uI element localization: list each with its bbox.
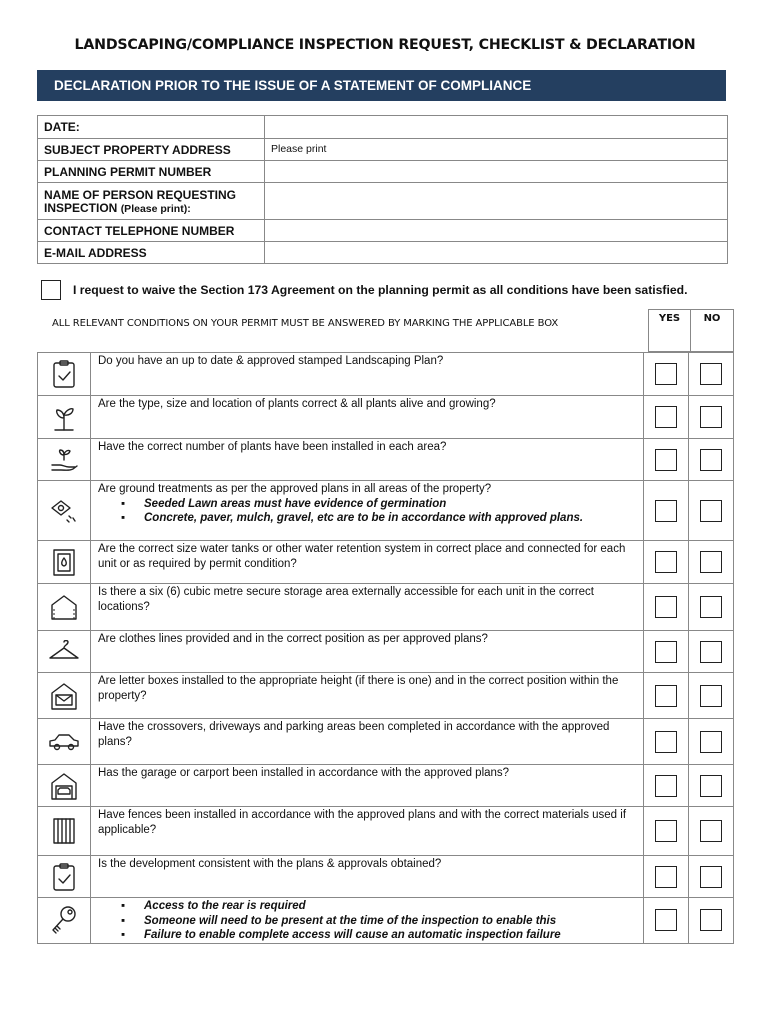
requirement-bullet-text: Someone will need to be present at the time of the inspection to enable this: [144, 914, 557, 927]
no-cell: [689, 807, 734, 856]
yes-column-header: YES: [648, 309, 691, 352]
checklist-row: [38, 856, 734, 898]
clipboard-check-icon: [38, 856, 91, 898]
checklist-row: [38, 481, 734, 541]
address-hint: Please print: [271, 143, 327, 155]
requirement-bullet: [98, 899, 638, 914]
hand-plant-icon: [38, 439, 91, 481]
question-text: Are the correct size water tanks or other water retention system in correct place and connected for each unit or as required by permit condition?: [98, 543, 626, 570]
name-label-note: (Please print):: [120, 202, 191, 215]
requirement-bullet-text: Seeded Lawn areas must have evidence of germination: [144, 497, 447, 510]
question-text: Are letter boxes installed to the appropriate height (if there is one) and in the correct position within the property?: [98, 675, 619, 702]
yes-checkbox[interactable]: [655, 775, 677, 797]
yes-cell: [644, 584, 689, 631]
checklist-row: [38, 673, 734, 719]
no-cell: [689, 439, 734, 481]
checklist-question: [91, 673, 644, 719]
no-checkbox[interactable]: [700, 449, 722, 471]
checklist-question: [91, 631, 644, 673]
email-field[interactable]: [265, 242, 728, 264]
phone-label: CONTACT TELEPHONE NUMBER: [38, 220, 265, 242]
no-checkbox[interactable]: [700, 685, 722, 707]
email-label: E-MAIL ADDRESS: [38, 242, 265, 264]
clothes-hanger-icon: [38, 631, 91, 673]
no-cell: [689, 631, 734, 673]
name-label-line1: NAME OF PERSON REQUESTING: [44, 187, 237, 202]
car-icon: [38, 719, 91, 765]
checklist-question: [91, 584, 644, 631]
no-cell: [689, 541, 734, 584]
yes-checkbox[interactable]: [655, 641, 677, 663]
date-field[interactable]: [265, 116, 728, 139]
clipboard-check-icon: [38, 353, 91, 396]
question-text: Have the crossovers, driveways and parking areas been completed in accordance with the approved plans?: [98, 721, 610, 748]
yes-cell: [644, 719, 689, 765]
declaration-banner: DECLARATION PRIOR TO THE ISSUE OF A STATEMENT OF COMPLIANCE: [37, 70, 726, 101]
question-text: Do you have an up to date & approved stamped Landscaping Plan?: [98, 355, 444, 367]
yes-checkbox[interactable]: [655, 551, 677, 573]
yes-cell: [644, 481, 689, 541]
no-cell: [689, 898, 734, 944]
phone-field[interactable]: [265, 220, 728, 242]
yes-checkbox[interactable]: [655, 909, 677, 931]
yes-checkbox[interactable]: [655, 731, 677, 753]
applicant-details-table: [37, 115, 728, 264]
requirement-bullet: [98, 497, 638, 512]
checklist-question: [91, 856, 644, 898]
yes-checkbox[interactable]: [655, 596, 677, 618]
waiver-text: I request to waive the Section 173 Agreement on the planning permit as all conditions have been satisfied.: [73, 283, 688, 297]
no-checkbox[interactable]: [700, 866, 722, 888]
address-field[interactable]: [265, 139, 728, 161]
yes-checkbox[interactable]: [655, 820, 677, 842]
question-text: Are ground treatments as per the approved plans in all areas of the property?: [98, 483, 492, 495]
yes-cell: [644, 631, 689, 673]
requirement-bullet: [98, 914, 638, 929]
name-label-line2: INSPECTION: [44, 200, 118, 215]
no-cell: [689, 856, 734, 898]
checklist-question: [91, 898, 644, 944]
compliance-checklist: [37, 352, 734, 944]
checklist-row: [38, 898, 734, 944]
yes-cell: [644, 541, 689, 584]
permit-field[interactable]: [265, 161, 728, 183]
yes-cell: [644, 396, 689, 439]
no-cell: [689, 481, 734, 541]
checklist-row: [38, 541, 734, 584]
yes-cell: [644, 353, 689, 396]
no-cell: [689, 584, 734, 631]
yes-checkbox[interactable]: [655, 449, 677, 471]
page-title: LANDSCAPING/COMPLIANCE INSPECTION REQUEST, CHECKLIST & DECLARATION: [74, 37, 696, 53]
checklist-question: [91, 719, 644, 765]
requirement-bullet: [98, 511, 638, 526]
no-checkbox[interactable]: [700, 596, 722, 618]
name-label: [38, 183, 265, 220]
requirement-bullet-text: Concrete, paver, mulch, gravel, etc are to be in accordance with approved plans.: [144, 512, 584, 524]
key-icon: [38, 898, 91, 944]
storage-shed-icon: [38, 584, 91, 631]
yes-checkbox[interactable]: [655, 363, 677, 385]
checklist-question: [91, 481, 644, 541]
yes-checkbox[interactable]: [655, 500, 677, 522]
no-cell: [689, 719, 734, 765]
question-text: Have fences been installed in accordance with the approved plans and with the correct materials used if applicable?: [98, 809, 627, 836]
checklist-row: [38, 631, 734, 673]
no-cell: [689, 765, 734, 807]
yes-checkbox[interactable]: [655, 406, 677, 428]
yes-cell: [644, 898, 689, 944]
checklist-row: [38, 765, 734, 807]
yes-cell: [644, 439, 689, 481]
date-label: DATE:: [38, 116, 265, 139]
question-text: Are the type, size and location of plants correct & all plants alive and growing?: [98, 398, 496, 410]
no-checkbox[interactable]: [700, 500, 722, 522]
no-checkbox[interactable]: [700, 909, 722, 931]
checklist-row: [38, 396, 734, 439]
checklist-row: [38, 353, 734, 396]
requirement-bullet-text: Access to the rear is required: [144, 900, 306, 912]
no-checkbox[interactable]: [700, 775, 722, 797]
no-cell: [689, 353, 734, 396]
plant-seedling-icon: [38, 396, 91, 439]
name-field[interactable]: [265, 183, 728, 220]
no-checkbox[interactable]: [700, 641, 722, 663]
waiver-checkbox[interactable]: [41, 280, 61, 300]
checklist-question: [91, 353, 644, 396]
yes-checkbox[interactable]: [655, 866, 677, 888]
checklist-row: [38, 807, 734, 856]
fence-icon: [38, 807, 91, 856]
no-checkbox[interactable]: [700, 551, 722, 573]
question-text: Are clothes lines provided and in the correct position as per approved plans?: [98, 633, 488, 645]
question-text: Is there a six (6) cubic metre secure storage area externally accessible for each unit in the correct locations?: [98, 586, 595, 613]
checklist-question: [91, 765, 644, 807]
letterbox-icon: [38, 673, 91, 719]
checklist-row: [38, 719, 734, 765]
checklist-row: [38, 584, 734, 631]
no-checkbox[interactable]: [700, 363, 722, 385]
garage-icon: [38, 765, 91, 807]
no-cell: [689, 396, 734, 439]
question-text: Have the correct number of plants have been installed in each area?: [98, 441, 447, 453]
no-checkbox[interactable]: [700, 731, 722, 753]
yes-checkbox[interactable]: [655, 685, 677, 707]
no-checkbox[interactable]: [700, 406, 722, 428]
yes-cell: [644, 765, 689, 807]
checklist-question: [91, 807, 644, 856]
yes-cell: [644, 673, 689, 719]
ground-treatment-icon: [38, 481, 91, 541]
no-checkbox[interactable]: [700, 820, 722, 842]
no-column-header: NO: [690, 309, 734, 352]
yes-cell: [644, 856, 689, 898]
permit-label: PLANNING PERMIT NUMBER: [38, 161, 265, 183]
requirement-bullet: [98, 928, 638, 943]
requirement-bullet-text: Failure to enable complete access will cause an automatic inspection failure: [144, 929, 561, 941]
checklist-question: [91, 439, 644, 481]
instructions-note: ALL RELEVANT CONDITIONS ON YOUR PERMIT MUST BE ANSWERED BY MARKING THE APPLICABLE BOX: [52, 318, 559, 329]
yes-cell: [644, 807, 689, 856]
checklist-row: [38, 439, 734, 481]
no-cell: [689, 673, 734, 719]
checklist-question: [91, 541, 644, 584]
address-label: SUBJECT PROPERTY ADDRESS: [38, 139, 265, 161]
checklist-question: [91, 396, 644, 439]
water-tank-icon: [38, 541, 91, 584]
question-text: Has the garage or carport been installed in accordance with the approved plans?: [98, 767, 510, 779]
question-text: Is the development consistent with the plans & approvals obtained?: [98, 858, 442, 870]
